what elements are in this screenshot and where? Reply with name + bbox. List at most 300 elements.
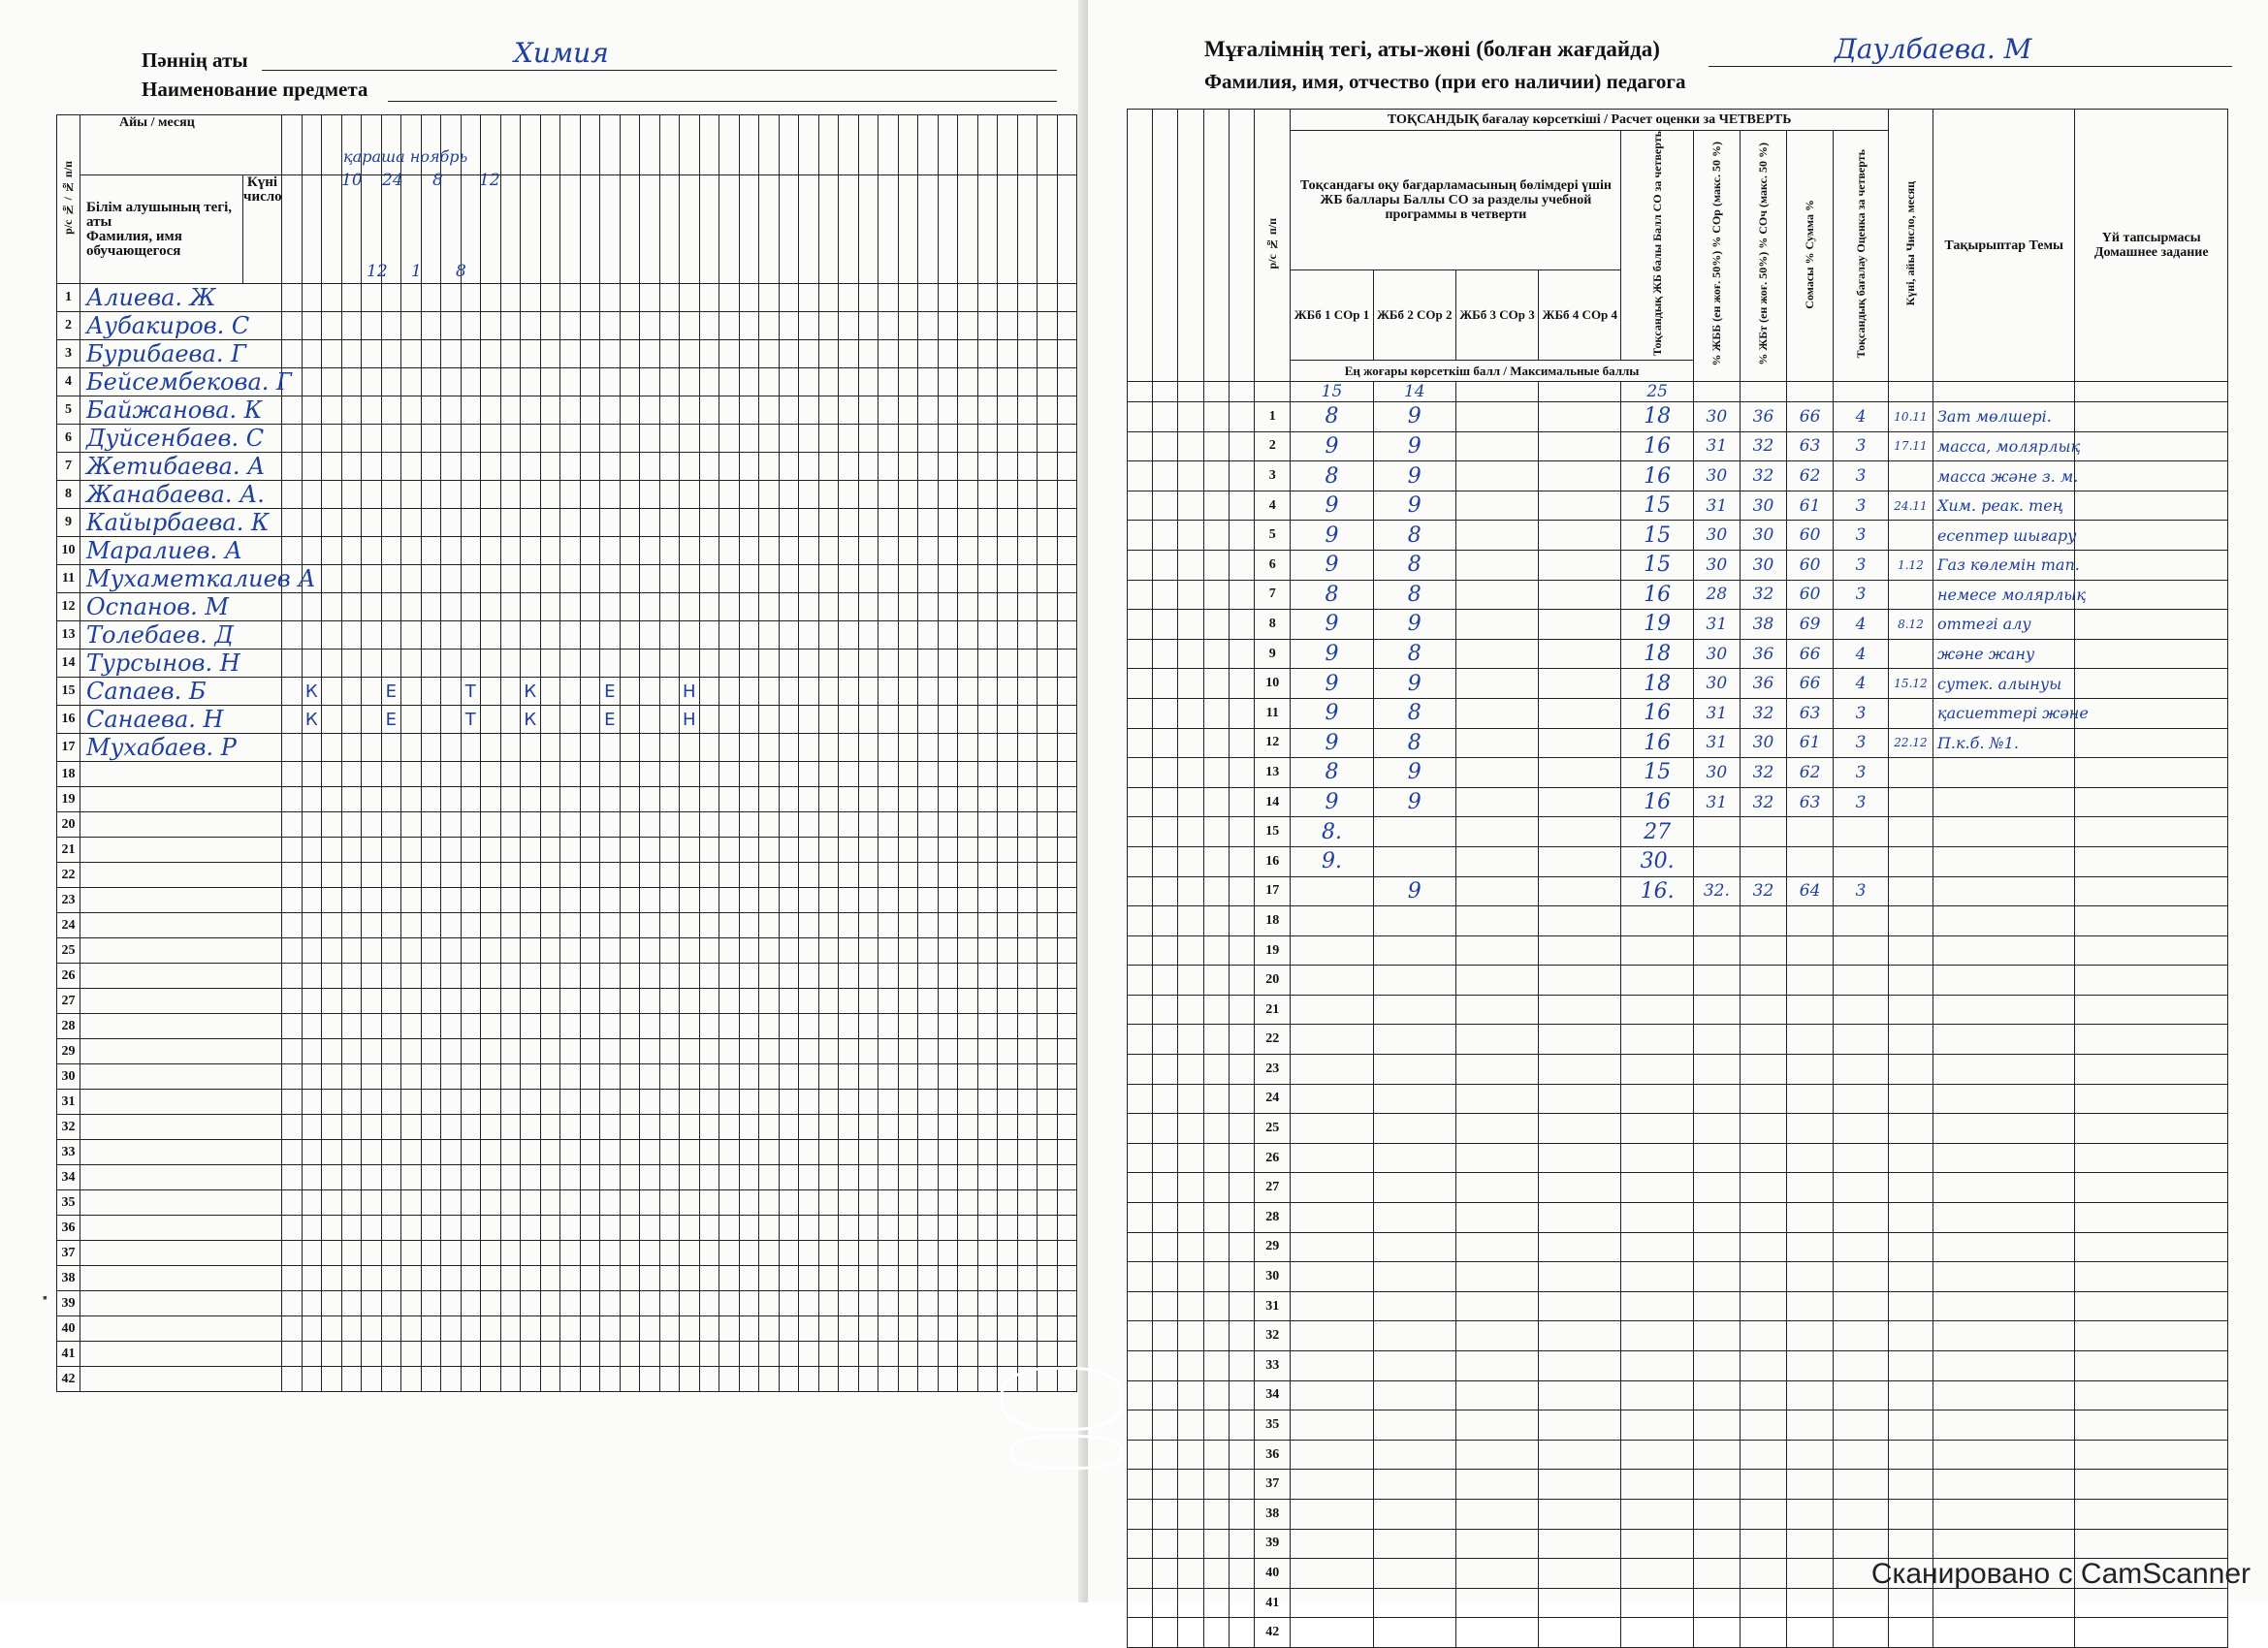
attendance-cell (759, 1241, 780, 1266)
empty-cell (1787, 1529, 1834, 1559)
empty-cell (1539, 1173, 1621, 1203)
attendance-cell (680, 425, 700, 453)
attendance-cell (580, 1266, 600, 1291)
empty-cell (2075, 1499, 2228, 1529)
pct1-value: 31 (1693, 431, 1740, 461)
empty-cell (1933, 1084, 2075, 1114)
student-row (57, 1291, 1077, 1316)
attendance-cell (322, 888, 342, 913)
attendance-cell (341, 1190, 362, 1216)
attendance-cell (341, 396, 362, 425)
sor3-score (1455, 846, 1538, 876)
month-header: Айы / месяц (80, 115, 282, 175)
pct1-value: 31 (1693, 610, 1740, 640)
attendance-cell (640, 1039, 660, 1064)
attendance-cell (381, 396, 401, 425)
empty-cell (1539, 1410, 1621, 1441)
empty-cell (2075, 1055, 2228, 1085)
attendance-cell (878, 396, 899, 425)
attendance-cell (958, 938, 978, 964)
attendance-cell (540, 368, 560, 396)
margin-cell (1128, 1529, 1153, 1559)
attendance-cell (421, 1014, 441, 1039)
attendance-cell (441, 1115, 462, 1140)
empty-cell (1621, 1588, 1693, 1618)
margin-cell (1153, 1291, 1178, 1321)
empty-cell (2075, 1025, 2228, 1055)
empty-cell (1621, 1321, 1693, 1351)
margin-cell (1128, 1321, 1153, 1351)
attendance-cell (918, 621, 939, 650)
attendance-cell (898, 481, 918, 509)
attendance-cell (580, 888, 600, 913)
soch-score: 16 (1621, 698, 1693, 728)
attendance-cell (918, 1216, 939, 1241)
attendance-cell (341, 1165, 362, 1190)
attendance-cell (401, 678, 422, 706)
attendance-cell (421, 1064, 441, 1090)
day-cell (1057, 175, 1077, 284)
margin-cell (1128, 935, 1153, 966)
sum-value: 63 (1787, 698, 1834, 728)
attendance-cell (779, 1291, 799, 1316)
attendance-cell (421, 812, 441, 838)
attendance-cell (322, 1266, 342, 1291)
attendance-cell (998, 787, 1018, 812)
margin-cell (1153, 1114, 1178, 1144)
attendance-cell (540, 678, 560, 706)
attendance-cell (362, 1316, 382, 1342)
attendance-cell (680, 650, 700, 678)
attendance-cell (500, 938, 521, 964)
attendance-cell (958, 593, 978, 621)
empty-cell (1455, 1055, 1538, 1085)
attendance-cell (918, 1039, 939, 1064)
empty-cell (1889, 1291, 1933, 1321)
attendance-cell (481, 340, 501, 368)
attendance-cell (580, 1291, 600, 1316)
pct2-value: 32 (1740, 758, 1786, 788)
attendance-cell (441, 913, 462, 938)
lesson-topic: П.к.б. №1. (1933, 728, 2075, 758)
attendance-cell (839, 762, 859, 787)
margin-cell (1203, 758, 1229, 788)
attendance-cell (958, 678, 978, 706)
attendance-cell (659, 863, 680, 888)
attendance-cell (680, 1342, 700, 1367)
month-cell (1017, 115, 1038, 175)
margin-cell (1128, 521, 1153, 551)
attendance-cell (799, 312, 819, 340)
attendance-cell (362, 1039, 382, 1064)
attendance-cell (958, 621, 978, 650)
empty-cell (1455, 1440, 1538, 1470)
day-cell (759, 175, 780, 284)
margin-cell (1203, 1143, 1229, 1173)
attendance-cell (659, 1090, 680, 1115)
attendance-cell (1038, 863, 1058, 888)
month-cell (362, 115, 382, 175)
grade-row (1128, 698, 2228, 728)
attendance-cell (381, 1064, 401, 1090)
sor3-score (1455, 698, 1538, 728)
student-row (57, 340, 1077, 368)
attendance-cell (401, 1316, 422, 1342)
attendance-cell (739, 396, 759, 425)
row-number: 36 (57, 1216, 80, 1241)
empty-cell (1373, 1173, 1455, 1203)
attendance-cell (640, 396, 660, 425)
attendance-cell (818, 312, 839, 340)
empty-cell (1539, 1143, 1621, 1173)
lesson-topic (1933, 846, 2075, 876)
attendance-cell (362, 1014, 382, 1039)
attendance-cell (500, 565, 521, 593)
attendance-cell (521, 1316, 541, 1342)
empty-cell (1291, 1529, 1373, 1559)
attendance-cell (858, 1014, 878, 1039)
attendance-cell (461, 1367, 481, 1392)
attendance-mark: Е (381, 678, 401, 706)
attendance-cell (640, 1291, 660, 1316)
sor2-score: 9 (1373, 431, 1455, 461)
attendance-cell (341, 863, 362, 888)
attendance-cell (600, 762, 621, 787)
margin-cell (1178, 521, 1203, 551)
attendance-cell (461, 593, 481, 621)
pct2-value: 36 (1740, 402, 1786, 432)
sum-value: 66 (1787, 402, 1834, 432)
empty-cell (1373, 1321, 1455, 1351)
attendance-cell (1038, 453, 1058, 481)
attendance-cell (401, 1165, 422, 1190)
attendance-cell (958, 1039, 978, 1064)
attendance-cell (878, 1090, 899, 1115)
attendance-cell (719, 396, 740, 425)
attendance-cell (362, 340, 382, 368)
attendance-cell (739, 938, 759, 964)
attendance-cell (680, 938, 700, 964)
student-row (57, 1342, 1077, 1367)
attendance-cell (699, 812, 719, 838)
month-cell (839, 115, 859, 175)
attendance-cell (918, 913, 939, 938)
attendance-cell (878, 1216, 899, 1241)
attendance-cell (441, 964, 462, 989)
month-cell (341, 115, 362, 175)
attendance-cell (839, 621, 859, 650)
pct1-value (1693, 817, 1740, 847)
margin-cell (1153, 1321, 1178, 1351)
attendance-cell (898, 812, 918, 838)
empty-cell (1834, 1410, 1889, 1441)
lesson-topic: Зат мөлшері. (1933, 402, 2075, 432)
attendance-cell (779, 964, 799, 989)
attendance-cell (839, 1190, 859, 1216)
empty-cell (1834, 995, 1889, 1025)
attendance-cell (560, 1342, 581, 1367)
attendance-cell (500, 453, 521, 481)
attendance-cell (779, 1342, 799, 1367)
student-name (80, 1090, 282, 1115)
student-name (80, 762, 282, 787)
attendance-cell (839, 1342, 859, 1367)
margin-cell (1229, 550, 1254, 580)
max-value: 15 (1291, 382, 1373, 402)
attendance-cell (998, 913, 1018, 938)
attendance-cell (1057, 396, 1077, 425)
attendance-cell (540, 593, 560, 621)
attendance-cell (818, 964, 839, 989)
empty-cell (2075, 1173, 2228, 1203)
student-row (57, 734, 1077, 762)
attendance-cell (381, 312, 401, 340)
margin-cell (1178, 1618, 1203, 1648)
pct2-value: 32 (1740, 876, 1786, 906)
attendance-cell (938, 621, 958, 650)
sor1-score: 9. (1291, 846, 1373, 876)
empty-cell (1373, 1025, 1455, 1055)
attendance-cell (998, 964, 1018, 989)
attendance-cell (958, 481, 978, 509)
attendance-cell (620, 888, 640, 913)
attendance-cell (322, 284, 342, 312)
row-number: 25 (57, 938, 80, 964)
sor2-score: 8 (1373, 580, 1455, 610)
homework-header: Үй тапсырмасы Домашнее задание (2075, 110, 2228, 382)
sor3-score (1455, 639, 1538, 669)
attendance-cell (799, 340, 819, 368)
empty-cell (1889, 995, 1933, 1025)
attendance-cell (739, 989, 759, 1014)
attendance-cell (521, 838, 541, 863)
empty-cell (1373, 1232, 1455, 1262)
empty-cell (1455, 995, 1538, 1025)
attendance-cell (521, 312, 541, 340)
attendance-cell (779, 787, 799, 812)
row-number: 12 (57, 593, 80, 621)
attendance-cell (1038, 838, 1058, 863)
pct2-value (1740, 846, 1786, 876)
pct2-value (1740, 817, 1786, 847)
day-cell (580, 175, 600, 284)
student-name: Аубакиров. С (80, 312, 282, 340)
empty-cell (1455, 1380, 1538, 1410)
empty-cell (1373, 995, 1455, 1025)
student-row (57, 396, 1077, 425)
margin-cell (1178, 1291, 1203, 1321)
row-number: 18 (57, 762, 80, 787)
attendance-cell (1057, 1342, 1077, 1367)
attendance-cell (938, 1014, 958, 1039)
sor4-score (1539, 610, 1621, 640)
attendance-cell (401, 863, 422, 888)
attendance-cell (918, 312, 939, 340)
attendance-cell (381, 1140, 401, 1165)
attendance-cell (640, 989, 660, 1014)
attendance-cell (759, 706, 780, 734)
attendance-cell (401, 1241, 422, 1266)
attendance-cell (540, 1014, 560, 1039)
attendance-cell (699, 938, 719, 964)
attendance-cell (441, 838, 462, 863)
student-name (80, 938, 282, 964)
attendance-cell (918, 1090, 939, 1115)
attendance-cell (362, 1342, 382, 1367)
attendance-cell (858, 537, 878, 565)
pct1-value: 30 (1693, 550, 1740, 580)
attendance-cell (362, 425, 382, 453)
attendance-cell (620, 1342, 640, 1367)
row-number: 32 (57, 1115, 80, 1140)
month-cell (302, 115, 322, 175)
attendance-cell (977, 593, 998, 621)
attendance-cell (600, 1039, 621, 1064)
empty-cell (1693, 1262, 1740, 1292)
attendance-cell (580, 989, 600, 1014)
grade-value: 3 (1834, 876, 1889, 906)
attendance-cell (839, 838, 859, 863)
attendance-cell (938, 1291, 958, 1316)
attendance-cell (918, 1140, 939, 1165)
attendance-cell (302, 863, 322, 888)
margin-cell (1229, 461, 1254, 491)
attendance-cell (421, 1165, 441, 1190)
attendance-cell (282, 1316, 303, 1342)
attendance-cell (481, 453, 501, 481)
attendance-cell (680, 453, 700, 481)
month-cell (680, 115, 700, 175)
attendance-cell (898, 964, 918, 989)
margin-cell (1229, 521, 1254, 551)
attendance-cell (322, 838, 342, 863)
attendance-cell (998, 734, 1018, 762)
grade-row (1128, 846, 2228, 876)
attendance-cell (998, 1291, 1018, 1316)
student-row (57, 1014, 1077, 1039)
empty-cell (1834, 1588, 1889, 1618)
attendance-cell (898, 368, 918, 396)
attendance-cell (878, 1140, 899, 1165)
student-name (80, 863, 282, 888)
empty-cell (1373, 1529, 1455, 1559)
attendance-cell (441, 989, 462, 1014)
attendance-cell (818, 838, 839, 863)
attendance-cell (500, 706, 521, 734)
empty-cell (1621, 1351, 1693, 1381)
attendance-cell (282, 453, 303, 481)
attendance-cell (441, 650, 462, 678)
attendance-cell (481, 537, 501, 565)
attendance-cell (401, 453, 422, 481)
student-row (57, 863, 1077, 888)
attendance-cell (799, 1316, 819, 1342)
empty-cell (1621, 1262, 1693, 1292)
month-cell (898, 115, 918, 175)
attendance-cell (282, 1039, 303, 1064)
attendance-cell (302, 509, 322, 537)
attendance-cell (341, 340, 362, 368)
attendance-cell (938, 481, 958, 509)
attendance-cell (282, 787, 303, 812)
attendance-cell (341, 593, 362, 621)
attendance-cell (341, 509, 362, 537)
attendance-cell (322, 1291, 342, 1316)
empty-cell (1834, 1470, 1889, 1500)
sor4-score (1539, 461, 1621, 491)
empty-cell (2075, 1351, 2228, 1381)
attendance-cell (839, 537, 859, 565)
attendance-cell (521, 1266, 541, 1291)
student-row (57, 509, 1077, 537)
student-name (80, 838, 282, 863)
empty-cell (1693, 1143, 1740, 1173)
attendance-cell (540, 1342, 560, 1367)
attendance-cell (938, 1190, 958, 1216)
attendance-cell (1038, 1039, 1058, 1064)
sor2-header: ЖБб 2 СОр 2 (1373, 269, 1455, 360)
pct1-value: 30 (1693, 402, 1740, 432)
margin-cell (1178, 787, 1203, 817)
attendance-cell (600, 1090, 621, 1115)
margin-cell (1128, 1084, 1153, 1114)
margin-cell (1229, 1559, 1254, 1589)
attendance-cell (322, 1216, 342, 1241)
attendance-cell (958, 453, 978, 481)
attendance-cell (958, 565, 978, 593)
attendance-cell (401, 621, 422, 650)
attendance-cell (282, 621, 303, 650)
attendance-cell (580, 938, 600, 964)
attendance-cell (401, 938, 422, 964)
margin-cell (1203, 906, 1229, 936)
attendance-cell (699, 1039, 719, 1064)
row-number: 2 (1255, 431, 1291, 461)
attendance-cell (560, 812, 581, 838)
grade-value (1834, 846, 1889, 876)
lesson-topic (1933, 787, 2075, 817)
attendance-cell (938, 1140, 958, 1165)
attendance-cell (799, 1115, 819, 1140)
margin-cell (1178, 461, 1203, 491)
attendance-cell (580, 1241, 600, 1266)
attendance-cell (680, 1190, 700, 1216)
attendance-cell (461, 787, 481, 812)
attendance-cell (1057, 368, 1077, 396)
empty-cell (1933, 1262, 2075, 1292)
student-name (80, 1064, 282, 1090)
attendance-cell (540, 1316, 560, 1342)
homework-cell (2075, 580, 2228, 610)
sor2-score: 8 (1373, 550, 1455, 580)
attendance-cell (938, 537, 958, 565)
margin-cell (1128, 402, 1153, 432)
student-row (57, 453, 1077, 481)
empty-cell (1787, 1440, 1834, 1470)
attendance-cell (977, 913, 998, 938)
margin-cell (1128, 1470, 1153, 1500)
sor2-score: 9 (1373, 610, 1455, 640)
empty-cell (1834, 1203, 1889, 1233)
attendance-cell (1057, 1291, 1077, 1316)
attendance-cell (998, 312, 1018, 340)
empty-cell (2075, 995, 2228, 1025)
empty-cell (1889, 966, 1933, 996)
empty-cell (1621, 1084, 1693, 1114)
row-number: 33 (1255, 1351, 1291, 1381)
attendance-cell (401, 787, 422, 812)
attendance-cell (401, 1190, 422, 1216)
